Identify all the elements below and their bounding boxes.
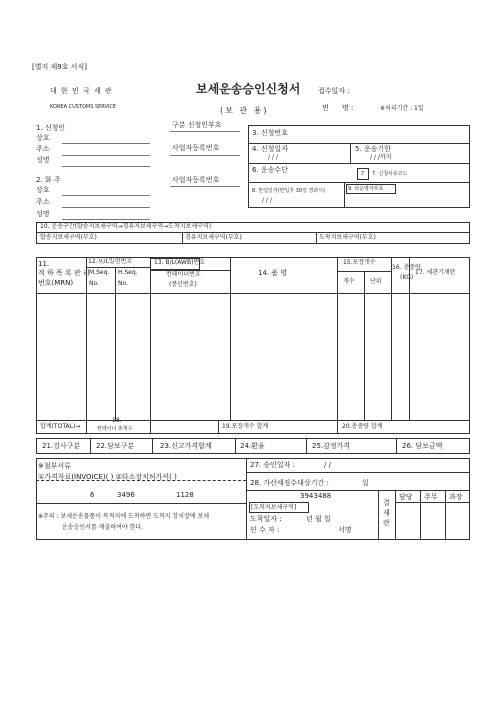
- gross-weight-label-line2: (KG): [400, 274, 414, 281]
- operator-code-label: 9. 타운영자부호: [348, 186, 384, 192]
- container-total-number: 18.: [112, 417, 122, 424]
- caution-note-line1: ※주의 : 보세운송물품이 목적지에 도착하면 도착지 장치장에 보세: [38, 513, 210, 520]
- surcharge-period-label: 28. 가산세징수대상기간 :: [250, 479, 329, 487]
- package-count-label: 15.포장갯수: [343, 259, 376, 266]
- surcharge-period-unit: 일: [362, 479, 369, 487]
- applicant-name-line: [62, 166, 150, 167]
- security-type-label: 22.담보구분: [96, 442, 135, 450]
- mrn-label-line3: 번호(MRN): [38, 279, 74, 287]
- receiver-sign-label: 서명: [338, 526, 352, 534]
- applicant-trade-name-label: 상호: [36, 134, 50, 142]
- h-seq-label-line2: No.: [118, 280, 128, 287]
- caution-note-line2: 운송승인서를 제출하여야 한다.: [62, 524, 144, 531]
- declared-price-total-label: 23.신고가격합계: [160, 442, 212, 450]
- via-bonded-area-label: 경유지보세구역(부호): [185, 234, 242, 241]
- handling-period: ※처리기간 : 1일: [380, 105, 424, 112]
- shipper-address-label: 주소: [36, 198, 50, 206]
- arrival-area-label: [도착지보세구역]: [251, 504, 297, 511]
- entry-date-value: / / /: [262, 197, 272, 204]
- arrival-ymd: 년 월 일: [306, 515, 331, 523]
- approval-column-line3: 란: [383, 519, 390, 527]
- applicant-biz-no-label: 사업자등록번호: [172, 144, 220, 152]
- bottom-number: 3943488: [300, 492, 332, 500]
- shipper-trade-name-line: [62, 195, 150, 196]
- transport-deadline-value: / / /까지: [370, 154, 392, 161]
- page-label: 면: [322, 104, 329, 112]
- request-date-value: / / /: [268, 154, 278, 161]
- exchange-rate-label: 24.환율: [240, 442, 265, 450]
- transport-means-label: 6. 운송수단: [252, 166, 288, 174]
- attachment-number-1: 6: [90, 491, 95, 499]
- shipper-biz-no-label: 사업자등록번호: [172, 176, 220, 184]
- gross-weight-label-line1: 16. 총중량: [392, 264, 421, 271]
- mrn-label-line2: 적 하 목 록 관 리: [38, 269, 90, 277]
- weight-total-label: 20.총중량 합계: [342, 423, 383, 430]
- applicant-section-label: 1. 신청인: [36, 124, 66, 132]
- approval-role-director: 과장: [449, 493, 463, 501]
- shipper-name-line: [62, 219, 150, 220]
- origin-bonded-area-label: 발송지보세구역(부호): [40, 234, 97, 241]
- applicant-address-line: [62, 155, 150, 156]
- mrn-label-line1: 11.: [38, 260, 50, 268]
- agency-name-english: KOREA CUSTOMS SERVICE: [50, 104, 117, 110]
- total-label: 합계(TOTAL)→: [40, 423, 81, 430]
- arrival-date-label: 도착일자 :: [250, 515, 282, 523]
- attachment-number-3: 1128: [176, 491, 194, 499]
- container-total-label: 컨테이너 총개수: [97, 426, 133, 432]
- request-number-label: 3. 신청번호: [252, 129, 288, 137]
- appraised-price-label: 25.감정가격: [312, 442, 351, 450]
- security-amount-label: 26. 담보금액: [402, 442, 443, 450]
- attachment-items: ①가격자료(INVOICE)( ) ②타소장치허가서( ): [38, 473, 177, 481]
- approval-date-label: 27. 승인일자 :: [250, 461, 295, 469]
- destination-bonded-area-label: 도착지보세구역(부호): [319, 234, 376, 241]
- form-number: [별지 제9호 서식]: [32, 63, 87, 71]
- request-date-label: 4. 신청일자: [252, 145, 288, 153]
- seal-number-label: (봉인번호): [169, 281, 197, 288]
- entry-date-label: 8. 반입일자(반입후 30일 경과시): [252, 188, 325, 194]
- attachment-number-2: 3496: [117, 491, 135, 499]
- h-seq-label-line1: H.Seq.: [118, 269, 138, 276]
- shipper-biz-no-line: [170, 186, 240, 187]
- m-seq-label-line1: M.Seq.: [89, 269, 110, 276]
- applicant-biz-no-line: [170, 155, 240, 156]
- transport-route-label: 10. 운송구간(발송지보세구역→경유지보세구역→도착지보세구역): [40, 223, 212, 230]
- shipper-address-line: [62, 207, 150, 208]
- applicant-class-line: [170, 131, 240, 132]
- approval-date-value: / /: [324, 461, 331, 469]
- cargo-table: [36, 257, 470, 434]
- applicant-trade-name-line: [62, 143, 150, 144]
- approval-role-staff: 담당: [399, 493, 413, 501]
- package-total-label: 19.포장개수 합계: [222, 423, 269, 430]
- package-count-sub-label: 개수: [343, 278, 355, 285]
- approval-column-line2: 재: [383, 509, 390, 517]
- applicant-address-label: 주소: [36, 145, 50, 153]
- approval-column-line1: 결: [383, 499, 390, 507]
- reason-code-label: 7. 신청사유코드: [372, 171, 408, 177]
- receiver-label: 인 수 자 :: [250, 526, 280, 534]
- reason-code-number: 7: [361, 171, 365, 177]
- m-seq-label-line2: No.: [89, 280, 99, 287]
- customs-note-label: 17. 세관기재란: [415, 269, 456, 276]
- shipper-section-label: 2. 화 주: [36, 176, 61, 184]
- form-subtitle: (보 관 용): [220, 106, 269, 115]
- attachments-label: ※첨부서류: [38, 462, 71, 470]
- item-name-label: 14. 품 명: [258, 269, 288, 277]
- form-title: 보세운송승인신청서: [196, 82, 301, 96]
- package-unit-sub-label: 단위: [370, 278, 382, 285]
- agency-name-korean: 대 한 민 국 세 관: [50, 87, 113, 95]
- approval-role-chief: 주무: [424, 493, 438, 501]
- container-number-label: 컨테이너번호: [166, 271, 201, 278]
- transport-deadline-label: 5. 운송기한: [355, 145, 391, 153]
- receipt-date-label: 접수일자 :: [318, 87, 350, 95]
- ml-serial-label: 12.Ⓜ/L일련번호: [88, 258, 133, 265]
- sheet-label: 명 :: [342, 104, 354, 112]
- applicant-name-label: 성명: [36, 156, 50, 164]
- inspection-type-label: 21.검사구분: [42, 442, 81, 450]
- shipper-trade-name-label: 상호: [36, 186, 50, 194]
- applicant-class-label: 구분 신청인부호: [172, 121, 222, 129]
- shipper-name-label: 성명: [36, 210, 50, 218]
- bl-number-label: 13. B/L(AWB)번호: [154, 259, 206, 266]
